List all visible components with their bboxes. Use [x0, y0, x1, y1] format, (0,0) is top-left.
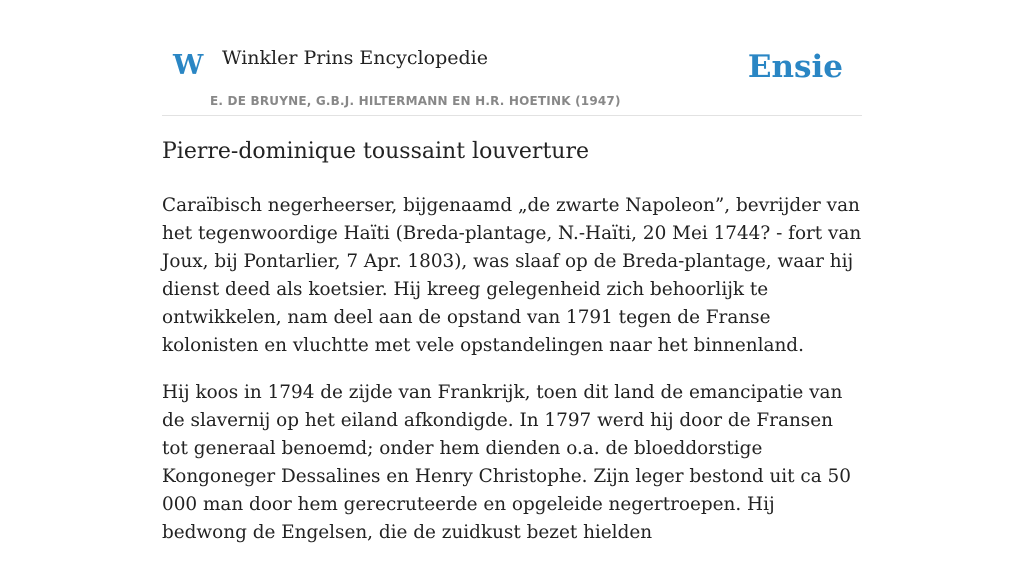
article-body [162, 192, 862, 566]
ensie-logo-link[interactable]: Ensie [747, 49, 843, 85]
article-paragraph: Hij koos in 1794 de zijde van Frankrijk, toen dit land de emancipatie van de slavernij op het eiland afkondigde. In 1797 werd hij door de Fransen tot generaal benoemd; onder hem dienden o.a. de bloeddorstige Kongoneger Dessalines en Henry Christophe. Zijn leger bestond uit ca 50 000 man door hem gerecruteerde en opgeleide negertroepen. Hij bedwong de Engelsen, die de zuidkust bezet hielden [162, 382, 851, 543]
winkler-prins-logo-icon[interactable]: W [173, 50, 204, 81]
article-title: Pierre-dominique toussaint louverture [162, 139, 589, 164]
publication-authors: E. DE BRUYNE, G.B.J. HILTERMANN EN H.R. HOETINK (1947) [210, 94, 621, 108]
publication-title[interactable]: Winkler Prins Encyclopedie [222, 47, 488, 69]
site-header [162, 38, 862, 116]
article-paragraph: Caraïbisch negerheerser, bijgenaamd „de zwarte Napoleon”, bevrijder van het tegenwoordige Haïti (Breda-plantage, N.-Haïti, 20 Mei 1744? - fort van Joux, bij Pontarlier, 7 Apr. 1803), was slaaf op de Breda-plantage, waar hij dienst deed als koetsier. Hij kreeg gelegenheid zich behoorlijk te ontwikkelen, nam deel aan de opstand van 1791 tegen de Franse kolonisten en vluchtte met vele opstandelingen naar het binnenland. [162, 195, 862, 356]
